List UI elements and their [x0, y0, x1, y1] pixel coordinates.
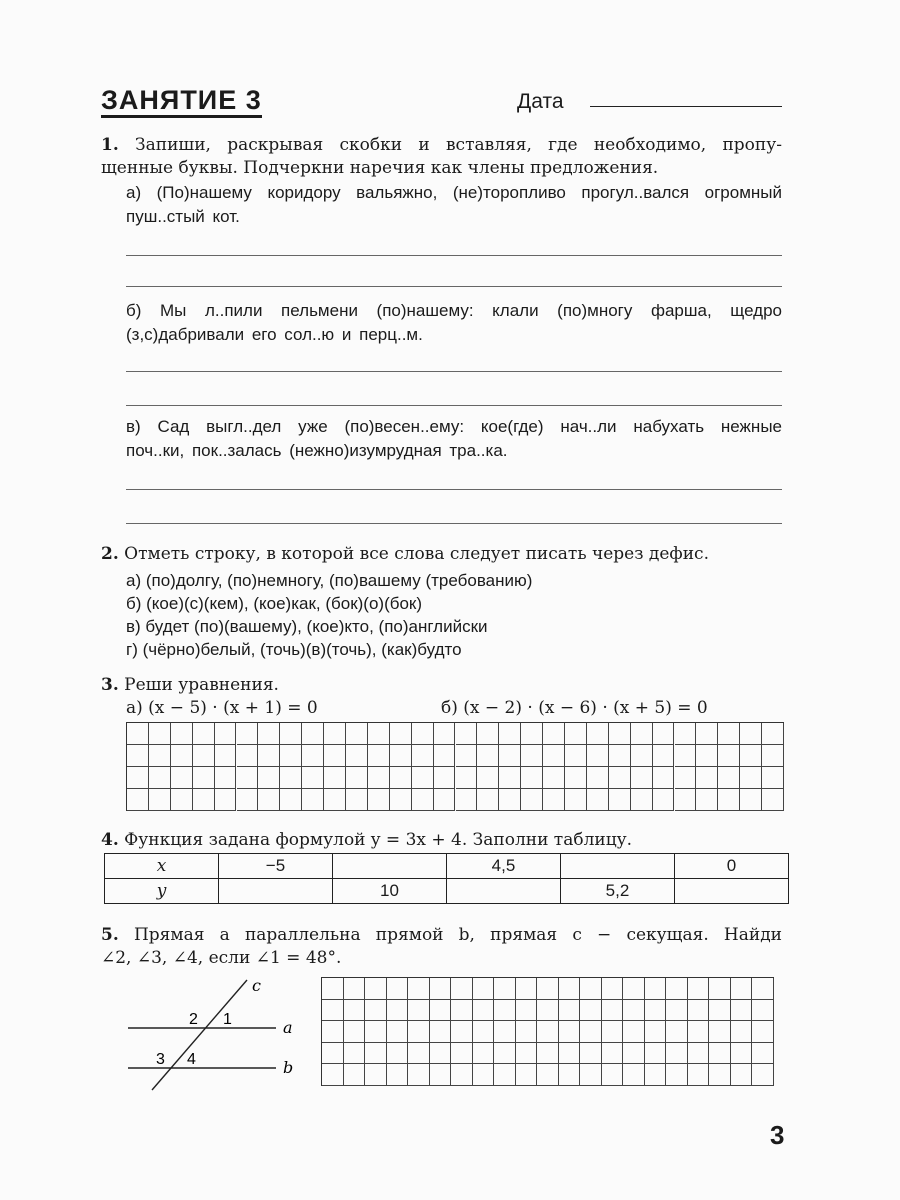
grid-cell[interactable] — [559, 1000, 581, 1022]
grid-cell[interactable] — [609, 723, 631, 745]
grid-cell[interactable] — [516, 978, 538, 1000]
grid-cell[interactable] — [565, 745, 587, 767]
grid-cell[interactable] — [324, 789, 346, 811]
task1-c-line2: поч..ки, пок..залась (нежно)изумрудная тра..ка. — [126, 441, 508, 460]
function-table — [104, 853, 789, 904]
grid-cell[interactable] — [516, 1043, 538, 1065]
grid-cell[interactable] — [387, 1021, 409, 1043]
grid-cell[interactable] — [762, 767, 784, 789]
label-c: c — [252, 976, 261, 995]
grid-cell[interactable] — [718, 723, 740, 745]
table-header-y: y — [105, 879, 219, 904]
task3-equation-b: б) (x − 2) · (x − 6) · (x + 5) = 0 — [441, 698, 708, 718]
grid-cell[interactable] — [408, 1064, 430, 1086]
grid-cell[interactable] — [412, 789, 434, 811]
grid-cell[interactable] — [365, 1021, 387, 1043]
grid-cell[interactable] — [623, 978, 645, 1000]
task1-instruction-line2: щенные буквы. Подчеркни наречия как члены предложения. — [101, 158, 659, 178]
grid-cell[interactable] — [696, 767, 718, 789]
grid-cell[interactable] — [752, 978, 774, 1000]
grid-cell[interactable] — [408, 1021, 430, 1043]
grid-cell[interactable] — [696, 745, 718, 767]
grid-cell[interactable] — [499, 745, 521, 767]
grid-cell[interactable] — [322, 978, 344, 1000]
task5-instruction-line1: Прямая a параллельна прямой b, прямая c − секущая. Найди — [133, 925, 782, 945]
task1-sentence-c — [126, 415, 782, 463]
grid-cell[interactable] — [653, 789, 675, 811]
grid-cell[interactable] — [451, 978, 473, 1000]
grid-cell[interactable] — [451, 1000, 473, 1022]
grid-cell[interactable] — [521, 745, 543, 767]
grid-cell[interactable] — [430, 1064, 452, 1086]
grid-cell[interactable] — [494, 1064, 516, 1086]
grid-cell[interactable] — [565, 767, 587, 789]
grid-cell[interactable] — [675, 767, 697, 789]
grid-cell[interactable] — [623, 1043, 645, 1065]
grid-cell[interactable] — [609, 745, 631, 767]
grid-cell[interactable] — [609, 789, 631, 811]
grid-cell[interactable] — [709, 1021, 731, 1043]
grid-cell[interactable] — [346, 745, 368, 767]
grid-cell[interactable] — [521, 767, 543, 789]
grid-cell[interactable] — [237, 723, 259, 745]
grid-cell[interactable] — [696, 723, 718, 745]
grid-cell[interactable] — [521, 723, 543, 745]
grid-cell[interactable] — [280, 723, 302, 745]
grid-cell[interactable] — [587, 767, 609, 789]
grid-cell[interactable] — [456, 767, 478, 789]
grid-cell[interactable] — [344, 1021, 366, 1043]
task1-c-line1: в) Сад выгл..дел уже (по)весен..ему: кое(где) нач..ли набухать нежные — [126, 417, 782, 436]
grid-cell[interactable] — [718, 745, 740, 767]
grid-cell[interactable] — [762, 789, 784, 811]
table-cell: 10 — [333, 879, 447, 904]
grid-cell[interactable] — [718, 767, 740, 789]
grid-cell[interactable] — [559, 1021, 581, 1043]
task1-sentence-a — [126, 181, 782, 229]
angle-4-label: 4 — [187, 1051, 196, 1068]
grid-cell[interactable] — [430, 1043, 452, 1065]
grid-cell[interactable] — [346, 723, 368, 745]
grid-cell[interactable] — [149, 789, 171, 811]
grid-cell[interactable] — [365, 978, 387, 1000]
table-cell: 0 — [675, 854, 789, 879]
task2-instruction-text: Отметь строку, в которой все слова следует писать через дефис. — [124, 544, 709, 564]
task2-option-a[interactable]: а) (по)долгу, (по)немногу, (по)вашему (требованию) — [126, 571, 533, 590]
grid-cell[interactable] — [688, 1021, 710, 1043]
grid-cell[interactable] — [346, 767, 368, 789]
grid-cell[interactable] — [709, 1000, 731, 1022]
grid-cell[interactable] — [580, 1043, 602, 1065]
angle-3-label: 3 — [156, 1051, 165, 1068]
grid-cell[interactable] — [494, 1043, 516, 1065]
grid-cell[interactable] — [258, 745, 280, 767]
grid-cell[interactable] — [709, 1064, 731, 1086]
grid-cell[interactable] — [537, 1021, 559, 1043]
page-number: 3 — [770, 1120, 785, 1150]
grid-cell[interactable] — [602, 1000, 624, 1022]
grid-cell[interactable] — [631, 745, 653, 767]
grid-cell[interactable] — [171, 767, 193, 789]
task1-a-line1: а) (По)нашему коридору вальяжно, (не)торопливо прогул..вался огромный — [126, 183, 782, 202]
grid-cell[interactable] — [762, 745, 784, 767]
grid-cell[interactable] — [631, 789, 653, 811]
task1-sentence-b — [126, 299, 782, 347]
grid-cell[interactable] — [149, 767, 171, 789]
grid-cell[interactable] — [171, 723, 193, 745]
table-cell[interactable] — [675, 879, 789, 904]
grid-cell[interactable] — [473, 1064, 495, 1086]
table-row-x — [105, 854, 789, 879]
task5-instruction — [101, 924, 782, 970]
grid-cell[interactable] — [580, 1000, 602, 1022]
table-row-y — [105, 879, 789, 904]
grid-cell[interactable] — [740, 789, 762, 811]
task3-number: 3. — [101, 675, 119, 695]
task4-instruction-text: Функция задана формулой y = 3x + 4. Заполни таблицу. — [124, 830, 633, 850]
grid-cell[interactable] — [387, 1064, 409, 1086]
grid-cell[interactable] — [390, 789, 412, 811]
task2-option-d[interactable]: г) (чёрно)белый, (точь)(в)(точь), (как)будто — [126, 640, 462, 659]
grid-cell[interactable] — [171, 789, 193, 811]
grid-cell[interactable] — [215, 789, 237, 811]
answer-line[interactable] — [126, 489, 782, 490]
label-b: b — [283, 1058, 294, 1077]
date-label: Дата — [517, 90, 564, 113]
grid-cell[interactable] — [718, 789, 740, 811]
grid-cell[interactable] — [645, 1021, 667, 1043]
answer-line[interactable] — [126, 371, 782, 372]
grid-cell[interactable] — [543, 767, 565, 789]
grid-cell[interactable] — [587, 723, 609, 745]
task1-b-line1: б) Мы л..пили пельмени (по)нашему: клали (по)многу фарша, щедро — [126, 301, 782, 320]
grid-cell[interactable] — [412, 767, 434, 789]
grid-cell[interactable] — [740, 745, 762, 767]
grid-cell[interactable] — [387, 1000, 409, 1022]
grid-cell[interactable] — [477, 767, 499, 789]
grid-cell[interactable] — [237, 767, 259, 789]
answer-line[interactable] — [126, 523, 782, 524]
grid-cell[interactable] — [390, 723, 412, 745]
task2-instruction — [101, 543, 782, 566]
grid-cell[interactable] — [494, 978, 516, 1000]
grid-cell[interactable] — [408, 1000, 430, 1022]
grid-cell[interactable] — [645, 978, 667, 1000]
grid-cell[interactable] — [609, 767, 631, 789]
grid-cell[interactable] — [559, 978, 581, 1000]
grid-cell[interactable] — [666, 1000, 688, 1022]
grid-cell[interactable] — [762, 723, 784, 745]
grid-cell[interactable] — [709, 1043, 731, 1065]
grid-cell[interactable] — [215, 723, 237, 745]
angle-2-label: 2 — [189, 1011, 198, 1028]
parallel-lines-figure — [120, 972, 310, 1092]
task4-instruction — [101, 829, 782, 852]
grid-cell[interactable] — [473, 1000, 495, 1022]
grid-cell[interactable] — [412, 745, 434, 767]
task1-a-line2: пуш..стый кот. — [126, 207, 240, 226]
grid-cell[interactable] — [302, 789, 324, 811]
grid-cell[interactable] — [537, 1000, 559, 1022]
grid-cell[interactable] — [451, 1064, 473, 1086]
task5-number: 5. — [101, 925, 119, 945]
task2-option-b[interactable]: б) (кое)(с)(кем), (кое)как, (бок)(о)(бок) — [126, 594, 423, 613]
task4-number: 4. — [101, 830, 119, 850]
grid-cell[interactable] — [653, 723, 675, 745]
grid-cell[interactable] — [456, 789, 478, 811]
grid-cell[interactable] — [434, 745, 456, 767]
grid-cell[interactable] — [237, 745, 259, 767]
grid-cell[interactable] — [387, 978, 409, 1000]
grid-cell[interactable] — [516, 1021, 538, 1043]
grid-cell[interactable] — [580, 978, 602, 1000]
grid-cell[interactable] — [322, 1021, 344, 1043]
grid-cell[interactable] — [324, 745, 346, 767]
grid-cell[interactable] — [365, 1064, 387, 1086]
answer-line[interactable] — [126, 405, 782, 406]
grid-cell[interactable] — [580, 1021, 602, 1043]
grid-cell[interactable] — [521, 789, 543, 811]
grid-cell[interactable] — [645, 1064, 667, 1086]
task2-option-c[interactable]: в) будет (по)(вашему), (кое)кто, (по)английски — [126, 617, 488, 636]
grid-cell[interactable] — [675, 745, 697, 767]
task1-number: 1. — [101, 135, 119, 155]
grid-cell[interactable] — [258, 789, 280, 811]
grid-cell[interactable] — [731, 978, 753, 1000]
grid-cell[interactable] — [623, 1000, 645, 1022]
grid-cell[interactable] — [740, 723, 762, 745]
task3-instruction — [101, 674, 279, 697]
grid-cell[interactable] — [215, 767, 237, 789]
grid-cell[interactable] — [302, 745, 324, 767]
grid-cell[interactable] — [456, 745, 478, 767]
task2-number: 2. — [101, 544, 119, 564]
grid-cell[interactable] — [344, 978, 366, 1000]
task1-instruction-line1: Запиши, раскрывая скобки и вставляя, где необходимо, пропу- — [135, 135, 782, 155]
grid-cell[interactable] — [368, 745, 390, 767]
grid-cell[interactable] — [666, 1043, 688, 1065]
grid-cell[interactable] — [193, 767, 215, 789]
grid-cell[interactable] — [127, 745, 149, 767]
grid-cell[interactable] — [368, 723, 390, 745]
grid-cell[interactable] — [752, 1064, 774, 1086]
table-cell[interactable] — [447, 879, 561, 904]
grid-cell[interactable] — [302, 767, 324, 789]
answer-grid-task5[interactable] — [321, 977, 774, 1086]
grid-cell[interactable] — [587, 789, 609, 811]
date-field-line[interactable] — [590, 106, 782, 107]
grid-cell[interactable] — [280, 767, 302, 789]
grid-cell[interactable] — [631, 767, 653, 789]
table-cell: 4,5 — [447, 854, 561, 879]
grid-cell[interactable] — [580, 1064, 602, 1086]
grid-cell[interactable] — [280, 745, 302, 767]
answer-line[interactable] — [126, 286, 782, 287]
grid-cell[interactable] — [149, 723, 171, 745]
grid-cell[interactable] — [324, 723, 346, 745]
grid-cell[interactable] — [127, 767, 149, 789]
grid-cell[interactable] — [494, 1000, 516, 1022]
grid-cell[interactable] — [430, 1000, 452, 1022]
grid-cell[interactable] — [344, 1043, 366, 1065]
grid-cell[interactable] — [193, 789, 215, 811]
grid-cell[interactable] — [346, 789, 368, 811]
grid-cell[interactable] — [623, 1064, 645, 1086]
grid-cell[interactable] — [324, 767, 346, 789]
task3-equation-a: а) (x − 5) · (x + 1) = 0 — [126, 698, 318, 718]
table-cell[interactable] — [561, 854, 675, 879]
grid-cell[interactable] — [543, 723, 565, 745]
grid-cell[interactable] — [731, 1021, 753, 1043]
grid-cell[interactable] — [516, 1064, 538, 1086]
grid-cell[interactable] — [408, 978, 430, 1000]
grid-cell[interactable] — [434, 767, 456, 789]
grid-cell[interactable] — [653, 767, 675, 789]
grid-cell[interactable] — [390, 767, 412, 789]
grid-cell[interactable] — [387, 1043, 409, 1065]
grid-cell[interactable] — [645, 1043, 667, 1065]
grid-cell[interactable] — [752, 1021, 774, 1043]
lesson-title: ЗАНЯТИЕ 3 — [101, 86, 262, 118]
grid-cell[interactable] — [752, 1043, 774, 1065]
grid-cell[interactable] — [477, 723, 499, 745]
task3-instruction-text: Реши уравнения. — [124, 675, 279, 695]
grid-cell[interactable] — [653, 745, 675, 767]
grid-cell[interactable] — [390, 745, 412, 767]
grid-cell[interactable] — [731, 1043, 753, 1065]
grid-cell[interactable] — [473, 1043, 495, 1065]
grid-cell[interactable] — [365, 1000, 387, 1022]
answer-grid-task3[interactable] — [126, 722, 784, 811]
grid-cell[interactable] — [709, 978, 731, 1000]
task1-instruction — [101, 134, 782, 180]
grid-cell[interactable] — [675, 789, 697, 811]
answer-line[interactable] — [126, 255, 782, 256]
table-header-x: x — [105, 854, 219, 879]
angle-1-label: 1 — [223, 1011, 232, 1028]
grid-cell[interactable] — [688, 978, 710, 1000]
grid-cell[interactable] — [565, 789, 587, 811]
grid-cell[interactable] — [731, 1064, 753, 1086]
grid-cell[interactable] — [537, 978, 559, 1000]
grid-cell[interactable] — [434, 789, 456, 811]
grid-cell[interactable] — [499, 767, 521, 789]
grid-cell[interactable] — [473, 978, 495, 1000]
task5-instruction-line2: ∠2, ∠3, ∠4, если ∠1 = 48°. — [101, 948, 342, 968]
table-cell: −5 — [219, 854, 333, 879]
grid-cell[interactable] — [645, 1000, 667, 1022]
table-cell[interactable] — [219, 879, 333, 904]
grid-cell[interactable] — [368, 767, 390, 789]
grid-cell[interactable] — [322, 1000, 344, 1022]
grid-cell[interactable] — [499, 789, 521, 811]
grid-cell[interactable] — [688, 1064, 710, 1086]
task1-b-line2: (з,с)дабривали его сол..ю и перц..м. — [126, 325, 423, 344]
grid-cell[interactable] — [365, 1043, 387, 1065]
grid-cell[interactable] — [543, 745, 565, 767]
grid-cell[interactable] — [666, 1064, 688, 1086]
grid-cell[interactable] — [675, 723, 697, 745]
line-c — [152, 980, 247, 1090]
grid-cell[interactable] — [559, 1064, 581, 1086]
grid-cell[interactable] — [344, 1064, 366, 1086]
grid-cell[interactable] — [127, 723, 149, 745]
grid-cell[interactable] — [631, 723, 653, 745]
grid-cell[interactable] — [494, 1021, 516, 1043]
table-cell: 5,2 — [561, 879, 675, 904]
grid-cell[interactable] — [473, 1021, 495, 1043]
table-cell[interactable] — [333, 854, 447, 879]
grid-cell[interactable] — [149, 745, 171, 767]
grid-cell[interactable] — [193, 723, 215, 745]
grid-cell[interactable] — [302, 723, 324, 745]
grid-cell[interactable] — [688, 1000, 710, 1022]
grid-cell[interactable] — [752, 1000, 774, 1022]
grid-cell[interactable] — [237, 789, 259, 811]
grid-cell[interactable] — [740, 767, 762, 789]
grid-cell[interactable] — [368, 789, 390, 811]
grid-cell[interactable] — [258, 767, 280, 789]
grid-cell[interactable] — [258, 723, 280, 745]
grid-cell[interactable] — [602, 978, 624, 1000]
grid-cell[interactable] — [322, 1064, 344, 1086]
grid-cell[interactable] — [451, 1043, 473, 1065]
grid-cell[interactable] — [559, 1043, 581, 1065]
label-a: a — [283, 1018, 293, 1037]
grid-cell[interactable] — [280, 789, 302, 811]
grid-cell[interactable] — [430, 978, 452, 1000]
grid-cell[interactable] — [171, 745, 193, 767]
grid-cell[interactable] — [127, 789, 149, 811]
grid-cell[interactable] — [451, 1021, 473, 1043]
grid-cell[interactable] — [602, 1064, 624, 1086]
grid-cell[interactable] — [731, 1000, 753, 1022]
grid-cell[interactable] — [666, 978, 688, 1000]
grid-cell[interactable] — [456, 723, 478, 745]
grid-cell[interactable] — [477, 789, 499, 811]
grid-cell[interactable] — [499, 723, 521, 745]
grid-cell[interactable] — [412, 723, 434, 745]
grid-cell[interactable] — [537, 1043, 559, 1065]
grid-cell[interactable] — [666, 1021, 688, 1043]
grid-cell[interactable] — [565, 723, 587, 745]
grid-cell[interactable] — [215, 745, 237, 767]
grid-cell[interactable] — [537, 1064, 559, 1086]
grid-cell[interactable] — [587, 745, 609, 767]
grid-cell[interactable] — [434, 723, 456, 745]
grid-cell[interactable] — [344, 1000, 366, 1022]
grid-cell[interactable] — [623, 1021, 645, 1043]
grid-cell[interactable] — [322, 1043, 344, 1065]
grid-cell[interactable] — [602, 1021, 624, 1043]
grid-cell[interactable] — [408, 1043, 430, 1065]
grid-cell[interactable] — [193, 745, 215, 767]
grid-cell[interactable] — [477, 745, 499, 767]
grid-cell[interactable] — [543, 789, 565, 811]
grid-cell[interactable] — [696, 789, 718, 811]
grid-cell[interactable] — [688, 1043, 710, 1065]
grid-cell[interactable] — [516, 1000, 538, 1022]
grid-cell[interactable] — [602, 1043, 624, 1065]
grid-cell[interactable] — [430, 1021, 452, 1043]
